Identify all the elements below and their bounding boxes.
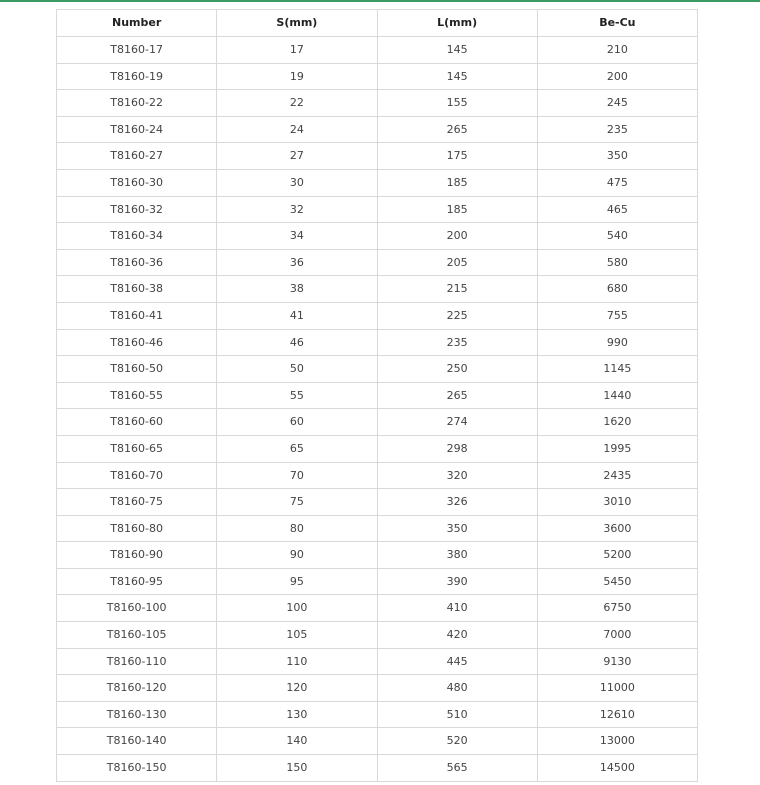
- cell-be-cu: 475: [537, 169, 697, 196]
- table-row: [57, 196, 698, 223]
- header-s-mm: S(mm): [217, 10, 377, 37]
- cell-be-cu: 540: [537, 223, 697, 250]
- cell-number: T8160-30: [57, 169, 217, 196]
- cell-s-mm: 38: [217, 276, 377, 303]
- cell-s-mm: 36: [217, 249, 377, 276]
- cell-l-mm: 390: [377, 568, 537, 595]
- cell-number: T8160-140: [57, 728, 217, 755]
- cell-number: T8160-95: [57, 568, 217, 595]
- cell-s-mm: 19: [217, 63, 377, 90]
- cell-be-cu: 1145: [537, 356, 697, 383]
- cell-number: T8160-34: [57, 223, 217, 250]
- cell-s-mm: 70: [217, 462, 377, 489]
- table-row: [57, 302, 698, 329]
- cell-be-cu: 1620: [537, 409, 697, 436]
- cell-s-mm: 120: [217, 675, 377, 702]
- cell-be-cu: 2435: [537, 462, 697, 489]
- cell-number: T8160-110: [57, 648, 217, 675]
- table-row: [57, 622, 698, 649]
- cell-l-mm: 250: [377, 356, 537, 383]
- table-row: [57, 435, 698, 462]
- cell-l-mm: 410: [377, 595, 537, 622]
- cell-l-mm: 145: [377, 63, 537, 90]
- table-row: [57, 356, 698, 383]
- table-row: [57, 249, 698, 276]
- cell-s-mm: 24: [217, 116, 377, 143]
- cell-be-cu: 350: [537, 143, 697, 170]
- cell-be-cu: 755: [537, 302, 697, 329]
- table-row: [57, 276, 698, 303]
- cell-l-mm: 265: [377, 382, 537, 409]
- cell-be-cu: 680: [537, 276, 697, 303]
- cell-l-mm: 445: [377, 648, 537, 675]
- cell-be-cu: 9130: [537, 648, 697, 675]
- table-row: [57, 675, 698, 702]
- table-row: [57, 409, 698, 436]
- cell-be-cu: 465: [537, 196, 697, 223]
- table-row: [57, 382, 698, 409]
- cell-be-cu: 245: [537, 90, 697, 117]
- cell-be-cu: 3010: [537, 489, 697, 516]
- cell-be-cu: 14500: [537, 755, 697, 782]
- cell-l-mm: 155: [377, 90, 537, 117]
- cell-number: T8160-41: [57, 302, 217, 329]
- cell-s-mm: 105: [217, 622, 377, 649]
- cell-l-mm: 510: [377, 701, 537, 728]
- cell-l-mm: 235: [377, 329, 537, 356]
- cell-number: T8160-24: [57, 116, 217, 143]
- cell-be-cu: 1995: [537, 435, 697, 462]
- cell-s-mm: 30: [217, 169, 377, 196]
- cell-be-cu: 5450: [537, 568, 697, 595]
- cell-be-cu: 5200: [537, 542, 697, 569]
- cell-be-cu: 990: [537, 329, 697, 356]
- cell-number: T8160-80: [57, 515, 217, 542]
- cell-number: T8160-36: [57, 249, 217, 276]
- table-row: [57, 63, 698, 90]
- cell-s-mm: 50: [217, 356, 377, 383]
- cell-l-mm: 200: [377, 223, 537, 250]
- table-row: [57, 489, 698, 516]
- cell-l-mm: 265: [377, 116, 537, 143]
- cell-l-mm: 205: [377, 249, 537, 276]
- cell-number: T8160-70: [57, 462, 217, 489]
- cell-s-mm: 41: [217, 302, 377, 329]
- table-row: [57, 116, 698, 143]
- cell-l-mm: 298: [377, 435, 537, 462]
- cell-s-mm: 65: [217, 435, 377, 462]
- cell-number: T8160-130: [57, 701, 217, 728]
- header-be-cu: Be-Cu: [537, 10, 697, 37]
- table-row: [57, 37, 698, 64]
- header-l-mm: L(mm): [377, 10, 537, 37]
- cell-be-cu: 3600: [537, 515, 697, 542]
- table-row: [57, 223, 698, 250]
- cell-be-cu: 235: [537, 116, 697, 143]
- table-row: [57, 595, 698, 622]
- cell-s-mm: 60: [217, 409, 377, 436]
- table-row: [57, 755, 698, 782]
- cell-number: T8160-32: [57, 196, 217, 223]
- table-header-row: [57, 10, 698, 37]
- cell-number: T8160-120: [57, 675, 217, 702]
- cell-number: T8160-105: [57, 622, 217, 649]
- cell-l-mm: 145: [377, 37, 537, 64]
- cell-be-cu: 11000: [537, 675, 697, 702]
- header-number: Number: [57, 10, 217, 37]
- cell-l-mm: 274: [377, 409, 537, 436]
- cell-s-mm: 150: [217, 755, 377, 782]
- cell-s-mm: 22: [217, 90, 377, 117]
- cell-be-cu: 210: [537, 37, 697, 64]
- table-row: [57, 728, 698, 755]
- cell-number: T8160-100: [57, 595, 217, 622]
- table-row: [57, 329, 698, 356]
- cell-l-mm: 380: [377, 542, 537, 569]
- table-body: [57, 37, 698, 782]
- specification-table: [56, 9, 698, 782]
- cell-number: T8160-75: [57, 489, 217, 516]
- cell-s-mm: 140: [217, 728, 377, 755]
- cell-s-mm: 34: [217, 223, 377, 250]
- table-row: [57, 701, 698, 728]
- cell-s-mm: 55: [217, 382, 377, 409]
- cell-s-mm: 90: [217, 542, 377, 569]
- table-row: [57, 462, 698, 489]
- cell-l-mm: 565: [377, 755, 537, 782]
- cell-number: T8160-55: [57, 382, 217, 409]
- cell-number: T8160-46: [57, 329, 217, 356]
- cell-s-mm: 46: [217, 329, 377, 356]
- cell-be-cu: 200: [537, 63, 697, 90]
- cell-l-mm: 420: [377, 622, 537, 649]
- cell-number: T8160-17: [57, 37, 217, 64]
- cell-l-mm: 225: [377, 302, 537, 329]
- cell-number: T8160-90: [57, 542, 217, 569]
- cell-be-cu: 13000: [537, 728, 697, 755]
- table-row: [57, 143, 698, 170]
- cell-s-mm: 80: [217, 515, 377, 542]
- cell-number: T8160-38: [57, 276, 217, 303]
- cell-l-mm: 520: [377, 728, 537, 755]
- cell-s-mm: 95: [217, 568, 377, 595]
- cell-be-cu: 1440: [537, 382, 697, 409]
- cell-l-mm: 175: [377, 143, 537, 170]
- cell-s-mm: 110: [217, 648, 377, 675]
- cell-number: T8160-150: [57, 755, 217, 782]
- table-row: [57, 169, 698, 196]
- table-row: [57, 90, 698, 117]
- cell-s-mm: 130: [217, 701, 377, 728]
- cell-s-mm: 17: [217, 37, 377, 64]
- cell-number: T8160-60: [57, 409, 217, 436]
- cell-l-mm: 320: [377, 462, 537, 489]
- table-row: [57, 568, 698, 595]
- table-row: [57, 648, 698, 675]
- cell-l-mm: 215: [377, 276, 537, 303]
- cell-l-mm: 185: [377, 169, 537, 196]
- cell-l-mm: 480: [377, 675, 537, 702]
- cell-s-mm: 100: [217, 595, 377, 622]
- cell-be-cu: 7000: [537, 622, 697, 649]
- cell-s-mm: 75: [217, 489, 377, 516]
- cell-s-mm: 27: [217, 143, 377, 170]
- table-row: [57, 515, 698, 542]
- cell-number: T8160-65: [57, 435, 217, 462]
- cell-number: T8160-50: [57, 356, 217, 383]
- cell-be-cu: 6750: [537, 595, 697, 622]
- cell-number: T8160-27: [57, 143, 217, 170]
- cell-l-mm: 326: [377, 489, 537, 516]
- cell-be-cu: 580: [537, 249, 697, 276]
- table-row: [57, 542, 698, 569]
- cell-number: T8160-22: [57, 90, 217, 117]
- cell-l-mm: 350: [377, 515, 537, 542]
- top-accent-line: [0, 0, 760, 2]
- cell-be-cu: 12610: [537, 701, 697, 728]
- cell-number: T8160-19: [57, 63, 217, 90]
- cell-s-mm: 32: [217, 196, 377, 223]
- cell-l-mm: 185: [377, 196, 537, 223]
